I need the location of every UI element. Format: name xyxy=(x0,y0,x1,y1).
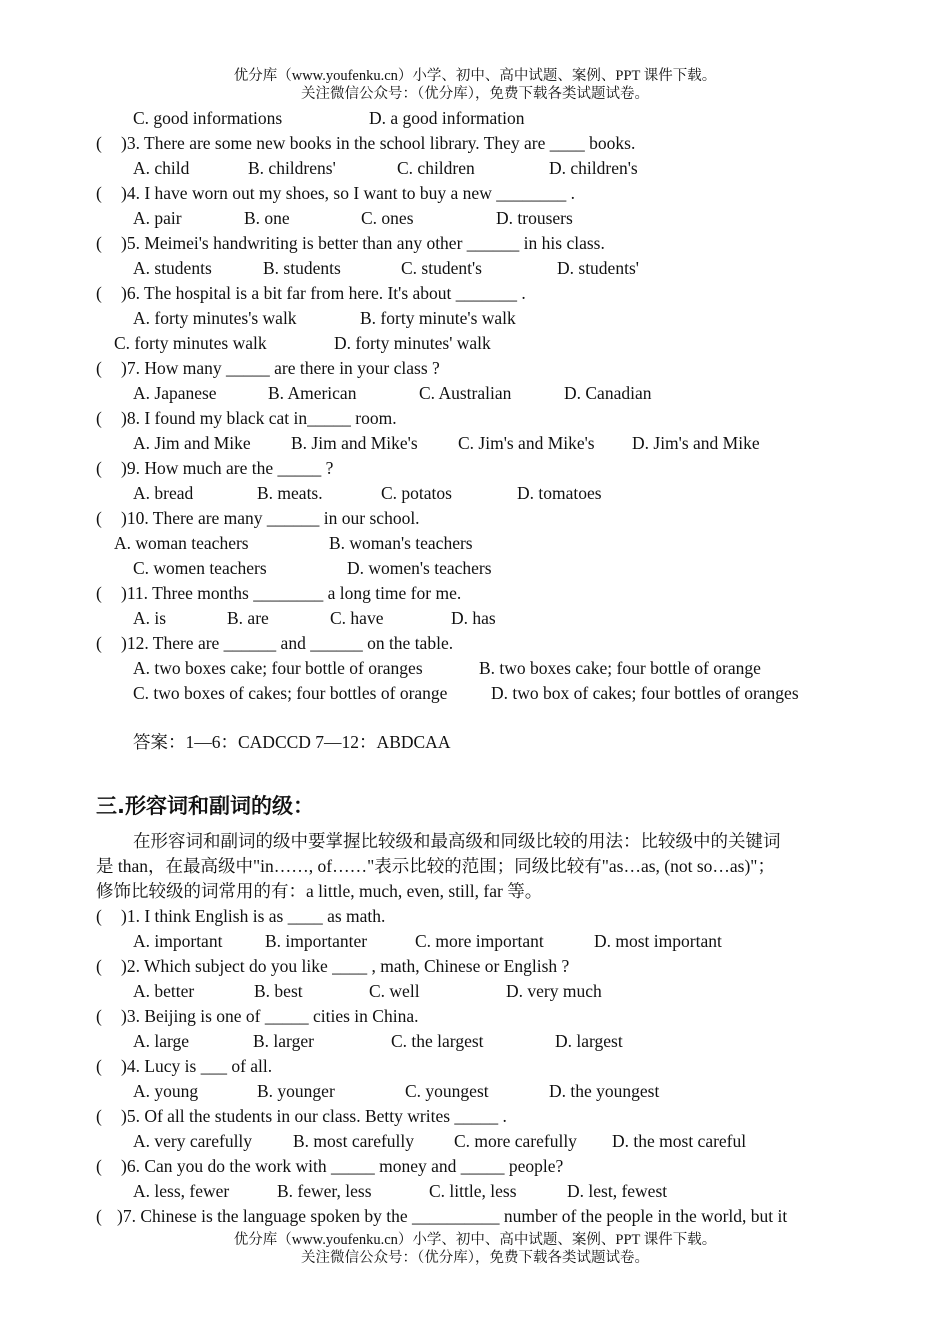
header-line-1: 优分库（www.youfenku.cn）小学、初中、高中试题、案例、PPT 课件下载。 xyxy=(233,68,717,84)
question-text: )1. I think English is as ____ as math. xyxy=(121,906,386,926)
option: A. forty minutes's walk xyxy=(133,308,297,328)
option: D. tomatoes xyxy=(517,483,602,503)
footer-line-2: 关注微信公众号：（优分库），免费下载各类试题试卷。 xyxy=(301,1250,649,1266)
option: D. forty minutes' walk xyxy=(334,333,491,353)
answer-bracket: ( xyxy=(96,408,102,428)
option: D. has xyxy=(451,608,496,628)
option: B. woman's teachers xyxy=(329,533,473,553)
option: B. two boxes cake; four bottle of orange xyxy=(479,658,761,678)
option: A. very carefully xyxy=(133,1131,253,1151)
option: C. little, less xyxy=(429,1181,517,1201)
option: A. is xyxy=(133,608,167,628)
option: B. American xyxy=(268,383,357,403)
option: B. fewer, less xyxy=(277,1181,372,1201)
question-text: )3. There are some new books in the school library. They are ____ books. xyxy=(121,133,636,153)
answer-bracket: ( xyxy=(96,583,102,603)
intro-line: 修饰比较级的词常用的有：a little, much, even, still, far 等。 xyxy=(96,881,543,901)
option: A. woman teachers xyxy=(114,533,249,553)
intro-line: 在形容词和副词的级中要掌握比较级和最高级和同级比较的用法：比较级中的关键词 xyxy=(133,831,781,851)
option: B. larger xyxy=(253,1031,314,1051)
option: A. better xyxy=(133,981,195,1001)
answer-key-text: 答案：1—6：CADCCD 7—12：ABDCAA xyxy=(133,732,451,752)
answer-bracket: ( xyxy=(96,183,102,203)
answer-bracket: ( xyxy=(96,458,102,478)
question-text: )7. How many _____ are there in your class ? xyxy=(121,358,440,378)
option: C. women teachers xyxy=(133,558,267,578)
option: A. bread xyxy=(133,483,194,503)
option: C. Jim's and Mike's xyxy=(458,433,595,453)
option: B. childrens' xyxy=(248,158,336,178)
answer-bracket: ( xyxy=(96,956,102,976)
option: C. ones xyxy=(361,208,414,228)
answer-bracket: ( xyxy=(96,133,102,153)
option: C. Australian xyxy=(419,383,512,403)
option: C. more important xyxy=(415,931,544,951)
option: C. have xyxy=(330,608,384,628)
option: B. best xyxy=(254,981,303,1001)
question-text: )5. Meimei's handwriting is better than any other ______ in his class. xyxy=(121,233,605,253)
option: B. are xyxy=(227,608,269,628)
page-footer xyxy=(0,1231,950,1267)
question-text: )2. Which subject do you like ____ , math, Chinese or English ? xyxy=(121,956,570,976)
option: D. very much xyxy=(506,981,602,1001)
option: D. Jim's and Mike xyxy=(632,433,760,453)
option: D. a good information xyxy=(369,108,525,128)
option: B. Jim and Mike's xyxy=(291,433,418,453)
answer-bracket: ( xyxy=(96,358,102,378)
option: C. children xyxy=(397,158,475,178)
option: A. students xyxy=(133,258,212,278)
answer-bracket: ( xyxy=(96,1006,102,1026)
answer-bracket: ( xyxy=(96,1056,102,1076)
option: D. trousers xyxy=(496,208,573,228)
option: A. large xyxy=(133,1031,190,1051)
option: A. Jim and Mike xyxy=(133,433,251,453)
option: A. pair xyxy=(133,208,182,228)
option: D. students' xyxy=(557,258,639,278)
section-title: 三.形容词和副词的级： xyxy=(96,794,314,818)
option: B. forty minute's walk xyxy=(360,308,516,328)
option: A. child xyxy=(133,158,190,178)
header-line-2: 关注微信公众号：（优分库），免费下载各类试题试卷。 xyxy=(301,86,649,102)
option: C. more carefully xyxy=(454,1131,577,1151)
option: C. the largest xyxy=(391,1031,484,1051)
question-text: )6. Can you do the work with _____ money and _____ people? xyxy=(121,1156,564,1176)
option: C. good informations xyxy=(133,108,283,128)
question-text: )9. How much are the _____ ? xyxy=(121,458,334,478)
option: B. younger xyxy=(257,1081,335,1101)
answer-bracket: ( xyxy=(96,633,102,653)
option: D. two box of cakes; four bottles of oranges xyxy=(491,683,799,703)
answer-bracket: ( xyxy=(96,508,102,528)
question-text: )6. The hospital is a bit far from here. It's about _______ . xyxy=(121,283,526,303)
question-text: )4. Lucy is ___ of all. xyxy=(121,1056,273,1076)
option: D. children's xyxy=(549,158,638,178)
option: A. less, fewer xyxy=(133,1181,230,1201)
option: B. importanter xyxy=(265,931,368,951)
answer-bracket: ( xyxy=(96,1156,102,1176)
question-text: )11. Three months ________ a long time for me. xyxy=(121,583,462,603)
option: A. important xyxy=(133,931,223,951)
option: C. potatos xyxy=(381,483,452,503)
option: B. meats. xyxy=(257,483,323,503)
option: B. students xyxy=(263,258,341,278)
question-text: )12. There are ______ and ______ on the table. xyxy=(121,633,454,653)
option: A. Japanese xyxy=(133,383,217,403)
option: C. youngest xyxy=(405,1081,489,1101)
answer-bracket: ( xyxy=(96,1206,102,1226)
question-text: )7. Chinese is the language spoken by the __________ number of the people in the world, but it xyxy=(117,1206,788,1226)
question-text: )3. Beijing is one of _____ cities in China. xyxy=(121,1006,419,1026)
option: B. one xyxy=(244,208,290,228)
section-intro xyxy=(96,829,856,904)
option: D. the most careful xyxy=(612,1131,747,1151)
option: A. two boxes cake; four bottle of oranges xyxy=(133,658,423,678)
option: D. most important xyxy=(594,931,722,951)
option: C. forty minutes walk xyxy=(114,333,267,353)
page-header xyxy=(0,67,950,103)
option: C. two boxes of cakes; four bottles of orange xyxy=(133,683,448,703)
option: D. largest xyxy=(555,1031,623,1051)
option: A. young xyxy=(133,1081,199,1101)
answer-bracket: ( xyxy=(96,906,102,926)
answer-bracket: ( xyxy=(96,283,102,303)
option: D. Canadian xyxy=(564,383,652,403)
question-text: )4. I have worn out my shoes, so I want to buy a new ________ . xyxy=(121,183,575,203)
option: C. student's xyxy=(401,258,482,278)
question-text: )8. I found my black cat in_____ room. xyxy=(121,408,397,428)
option: D. the youngest xyxy=(549,1081,660,1101)
question-text: )5. Of all the students in our class. Betty writes _____ . xyxy=(121,1106,507,1126)
option: B. most carefully xyxy=(293,1131,415,1151)
answer-bracket: ( xyxy=(96,1106,102,1126)
intro-line: 是 than，在最高级中"in……, of……"表示比较的范围；同级比较有"as…as, (not so…as)"； xyxy=(96,856,775,876)
question-text: )10. There are many ______ in our school. xyxy=(121,508,420,528)
option: C. well xyxy=(369,981,420,1001)
footer-line-1: 优分库（www.youfenku.cn）小学、初中、高中试题、案例、PPT 课件下载。 xyxy=(233,1232,717,1248)
option: D. women's teachers xyxy=(347,558,492,578)
option: D. lest, fewest xyxy=(567,1181,668,1201)
answer-bracket: ( xyxy=(96,233,102,253)
